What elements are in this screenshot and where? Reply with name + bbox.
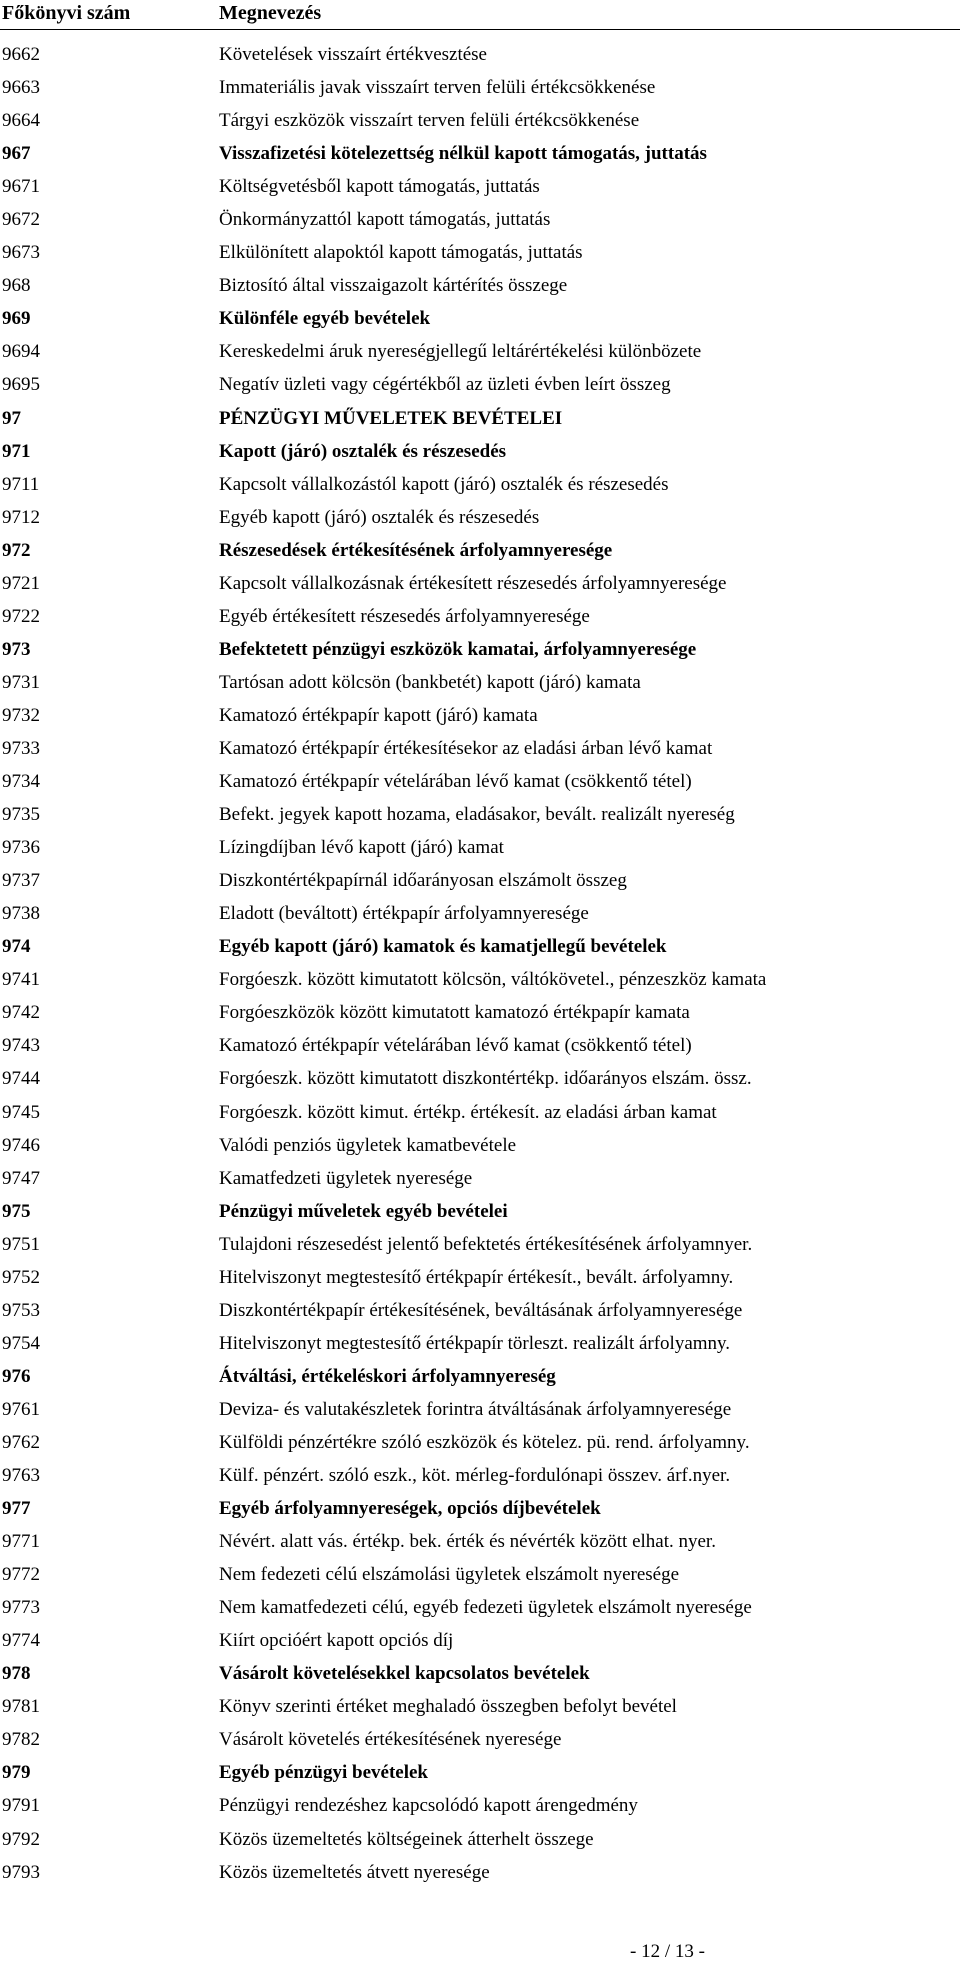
account-code: 9791 xyxy=(2,1795,40,1817)
table-row xyxy=(0,302,960,335)
table-row xyxy=(0,71,960,104)
account-code: 9782 xyxy=(2,1729,40,1751)
account-name: Egyéb kapott (járó) kamatok és kamatjellegű bevételek xyxy=(219,936,667,958)
account-code: 9662 xyxy=(2,44,40,65)
account-code: 9731 xyxy=(2,671,40,693)
account-code: 975 xyxy=(2,1200,31,1222)
account-code: 9746 xyxy=(2,1134,40,1156)
table-row xyxy=(0,831,960,864)
account-code: 9754 xyxy=(2,1332,40,1354)
account-name: Forgóeszk. között kimut. értékp. értékesít. az eladási árban kamat xyxy=(219,1101,717,1123)
account-name: Tulajdoni részesedést jelentő befektetés értékesítésének árfolyamnyer. xyxy=(219,1233,753,1255)
account-code: 9694 xyxy=(2,341,40,363)
account-code: 969 xyxy=(2,308,31,330)
account-code: 9737 xyxy=(2,870,40,892)
table-row xyxy=(0,897,960,930)
account-code: 968 xyxy=(2,275,31,297)
table-row xyxy=(0,1426,960,1459)
table-row xyxy=(0,1393,960,1426)
account-name: Pénzügyi műveletek egyéb bevételei xyxy=(219,1200,508,1222)
account-name: Diszkontértékpapír értékesítésének, beváltásának árfolyamnyeresége xyxy=(219,1299,743,1321)
account-code: 9744 xyxy=(2,1068,40,1090)
account-code: 972 xyxy=(2,539,31,561)
account-code: 9751 xyxy=(2,1233,40,1255)
account-code: 967 xyxy=(2,143,31,165)
account-name: Egyéb kapott (járó) osztalék és részesedés xyxy=(219,506,540,528)
account-name: Kiírt opcióért kapott opciós díj xyxy=(219,1630,454,1652)
account-code: 9747 xyxy=(2,1167,40,1189)
table-row xyxy=(0,468,960,501)
table-row xyxy=(0,1195,960,1228)
table-row xyxy=(0,1327,960,1360)
account-code: 9712 xyxy=(2,506,40,528)
account-name: Kamatozó értékpapír értékesítésekor az eladási árban lévő kamat xyxy=(219,737,713,759)
table-row xyxy=(0,930,960,963)
account-code: 9743 xyxy=(2,1035,40,1057)
account-name: Tartósan adott kölcsön (bankbetét) kapott (járó) kamata xyxy=(219,671,641,693)
account-name: Lízingdíjban lévő kapott (járó) kamat xyxy=(219,837,504,859)
account-name: Befekt. jegyek kapott hozama, eladásakor, bevált. realizált nyereség xyxy=(219,804,735,826)
account-name: Külföldi pénzértékre szóló eszközök és kötelez. pü. rend. árfolyamny. xyxy=(219,1431,750,1453)
account-name: Vásárolt követelés értékesítésének nyeresége xyxy=(219,1729,562,1751)
table-row xyxy=(0,1690,960,1723)
account-code: 976 xyxy=(2,1365,31,1387)
table-row xyxy=(0,1624,960,1657)
account-name: Közös üzemeltetés költségeinek átterhelt összege xyxy=(219,1828,594,1850)
account-name: Kamatozó értékpapír kapott (járó) kamata xyxy=(219,704,538,726)
header-account-number: Főkönyvi szám xyxy=(2,2,131,24)
account-code: 9774 xyxy=(2,1630,40,1652)
account-name: Költségvetésből kapott támogatás, juttatás xyxy=(219,176,540,198)
account-code: 9753 xyxy=(2,1299,40,1321)
account-code: 9762 xyxy=(2,1431,40,1453)
account-code: 9733 xyxy=(2,737,40,759)
header-description: Megnevezés xyxy=(219,2,322,24)
table-row xyxy=(0,402,960,435)
table-row xyxy=(0,534,960,567)
account-name: Kereskedelmi áruk nyereségjellegű leltárértékelési különbözete xyxy=(219,341,702,363)
table-row xyxy=(0,1459,960,1492)
account-code: 9741 xyxy=(2,969,40,991)
table-row xyxy=(0,600,960,633)
account-name: Egyéb értékesített részesedés árfolyamnyeresége xyxy=(219,605,590,627)
account-code: 9672 xyxy=(2,209,40,231)
account-name: Diszkontértékpapírnál időarányosan elszámolt összeg xyxy=(219,870,627,892)
account-code: 9763 xyxy=(2,1465,40,1487)
account-name: PÉNZÜGYI MŰVELETEK BEVÉTELEI xyxy=(219,407,563,429)
table-row xyxy=(0,1591,960,1624)
account-name: Immateriális javak visszaírt terven felüli értékcsökkenése xyxy=(219,77,656,99)
account-code: 974 xyxy=(2,936,31,958)
table-row xyxy=(0,269,960,302)
table-row xyxy=(0,1657,960,1690)
table-row xyxy=(0,864,960,897)
account-name: Forgóeszközök között kimutatott kamatozó értékpapír kamata xyxy=(219,1002,690,1024)
account-name: Külf. pénzért. szóló eszk., köt. mérleg-fordulónapi összev. árf.nyer. xyxy=(219,1465,731,1487)
account-code: 9695 xyxy=(2,374,40,396)
account-code: 9771 xyxy=(2,1531,40,1553)
account-name: Átváltási, értékeléskori árfolyamnyereség xyxy=(219,1365,556,1387)
account-name: Egyéb pénzügyi bevételek xyxy=(219,1762,428,1784)
table-row xyxy=(0,1789,960,1822)
account-code: 9781 xyxy=(2,1696,40,1718)
table-row xyxy=(0,1823,960,1856)
account-name: Kamatfedzeti ügyletek nyeresége xyxy=(219,1167,473,1189)
account-name: Befektetett pénzügyi eszközök kamatai, árfolyamnyeresége xyxy=(219,638,697,660)
account-code: 978 xyxy=(2,1663,31,1685)
account-code: 9773 xyxy=(2,1597,40,1619)
account-name: Pénzügyi rendezéshez kapcsolódó kapott árengedmény xyxy=(219,1795,638,1817)
account-name: Egyéb árfolyamnyereségek, opciós díjbevételek xyxy=(219,1498,601,1520)
table-row xyxy=(0,633,960,666)
account-list xyxy=(0,38,960,1889)
account-code: 9735 xyxy=(2,804,40,826)
table-row xyxy=(0,1096,960,1129)
table-row xyxy=(0,104,960,137)
table-header xyxy=(0,0,960,30)
table-row xyxy=(0,1360,960,1393)
table-row xyxy=(0,1228,960,1261)
table-row xyxy=(0,1492,960,1525)
account-code: 9792 xyxy=(2,1828,40,1850)
account-name: Forgóeszk. között kimutatott diszkontértékp. időarányos elszám. össz. xyxy=(219,1068,752,1090)
account-code: 9752 xyxy=(2,1266,40,1288)
table-row xyxy=(0,501,960,534)
account-code: 9742 xyxy=(2,1002,40,1024)
account-code: 9722 xyxy=(2,605,40,627)
table-row xyxy=(0,236,960,269)
table-row xyxy=(0,137,960,170)
table-row xyxy=(0,435,960,468)
account-name: Negatív üzleti vagy cégértékből az üzleti évben leírt összeg xyxy=(219,374,671,396)
page-number: - 12 / 13 - xyxy=(630,1941,705,1962)
account-code: 9721 xyxy=(2,572,40,594)
account-name: Részesedések értékesítésének árfolyamnyeresége xyxy=(219,539,613,561)
table-row xyxy=(0,1723,960,1756)
account-name: Kamatozó értékpapír vételárában lévő kamat (csökkentő tétel) xyxy=(219,771,692,793)
account-code: 979 xyxy=(2,1762,31,1784)
account-code: 977 xyxy=(2,1498,31,1520)
table-row xyxy=(0,1558,960,1591)
table-row xyxy=(0,963,960,996)
account-name: Különféle egyéb bevételek xyxy=(219,308,431,330)
account-name: Nem kamatfedezeti célú, egyéb fedezeti ügyletek elszámolt nyeresége xyxy=(219,1597,752,1619)
table-row xyxy=(0,1062,960,1095)
account-code: 9732 xyxy=(2,704,40,726)
account-code: 973 xyxy=(2,638,31,660)
table-row xyxy=(0,567,960,600)
account-name: Vásárolt követelésekkel kapcsolatos bevételek xyxy=(219,1663,590,1685)
account-code: 9663 xyxy=(2,77,40,99)
account-name: Nem fedezeti célú elszámolási ügyletek elszámolt nyeresége xyxy=(219,1564,680,1586)
table-row xyxy=(0,699,960,732)
account-name: Hitelviszonyt megtestesítő értékpapír értékesít., bevált. árfolyamny. xyxy=(219,1266,734,1288)
account-code: 9671 xyxy=(2,176,40,198)
account-name: Névért. alatt vás. értékp. bek. érték és névérték között elhat. nyer. xyxy=(219,1531,716,1553)
table-row xyxy=(0,368,960,401)
account-code: 9761 xyxy=(2,1398,40,1420)
account-name: Biztosító által visszaigazolt kártérítés összege xyxy=(219,275,568,297)
account-code: 9772 xyxy=(2,1564,40,1586)
account-code: 9711 xyxy=(2,473,40,495)
table-row xyxy=(0,732,960,765)
table-row xyxy=(0,335,960,368)
account-code: 97 xyxy=(2,407,21,429)
account-name: Kapcsolt vállalkozásnak értékesített részesedés árfolyamnyeresége xyxy=(219,572,727,594)
account-code: 9793 xyxy=(2,1861,40,1883)
account-name: Deviza- és valutakészletek forintra átváltásának árfolyamnyeresége xyxy=(219,1398,732,1420)
account-name: Elkülönített alapoktól kapott támogatás, juttatás xyxy=(219,242,583,264)
account-name: Követelések visszaírt értékvesztése xyxy=(219,44,487,65)
table-row xyxy=(0,765,960,798)
account-code: 9738 xyxy=(2,903,40,925)
table-row xyxy=(0,203,960,236)
account-code: 9736 xyxy=(2,837,40,859)
account-code: 971 xyxy=(2,440,31,462)
table-row xyxy=(0,1029,960,1062)
account-name: Közös üzemeltetés átvett nyeresége xyxy=(219,1861,490,1883)
table-row xyxy=(0,666,960,699)
table-row xyxy=(0,996,960,1029)
account-name: Tárgyi eszközök visszaírt terven felüli értékcsökkenése xyxy=(219,110,640,132)
table-row xyxy=(0,170,960,203)
account-name: Kamatozó értékpapír vételárában lévő kamat (csökkentő tétel) xyxy=(219,1035,692,1057)
account-name: Visszafizetési kötelezettség nélkül kapott támogatás, juttatás xyxy=(219,143,707,165)
account-name: Önkormányzattól kapott támogatás, juttatás xyxy=(219,209,551,231)
account-name: Kapcsolt vállalkozástól kapott (járó) osztalék és részesedés xyxy=(219,473,669,495)
account-name: Eladott (beváltott) értékpapír árfolyamnyeresége xyxy=(219,903,589,925)
table-row xyxy=(0,1856,960,1889)
account-code: 9673 xyxy=(2,242,40,264)
account-code: 9734 xyxy=(2,771,40,793)
account-name: Kapott (járó) osztalék és részesedés xyxy=(219,440,507,462)
account-name: Forgóeszk. között kimutatott kölcsön, váltókövetel., pénzeszköz kamata xyxy=(219,969,767,991)
account-name: Valódi penziós ügyletek kamatbevétele xyxy=(219,1134,517,1156)
table-row xyxy=(0,1261,960,1294)
account-name: Hitelviszonyt megtestesítő értékpapír törleszt. realizált árfolyamny. xyxy=(219,1332,731,1354)
account-name: Könyv szerinti értéket meghaladó összegben befolyt bevétel xyxy=(219,1696,677,1718)
table-row xyxy=(0,1525,960,1558)
table-row xyxy=(0,1162,960,1195)
table-row xyxy=(0,798,960,831)
table-row xyxy=(0,1294,960,1327)
table-row xyxy=(0,1129,960,1162)
account-code: 9664 xyxy=(2,110,40,132)
table-row xyxy=(0,1756,960,1789)
table-row xyxy=(0,38,960,71)
account-code: 9745 xyxy=(2,1101,40,1123)
